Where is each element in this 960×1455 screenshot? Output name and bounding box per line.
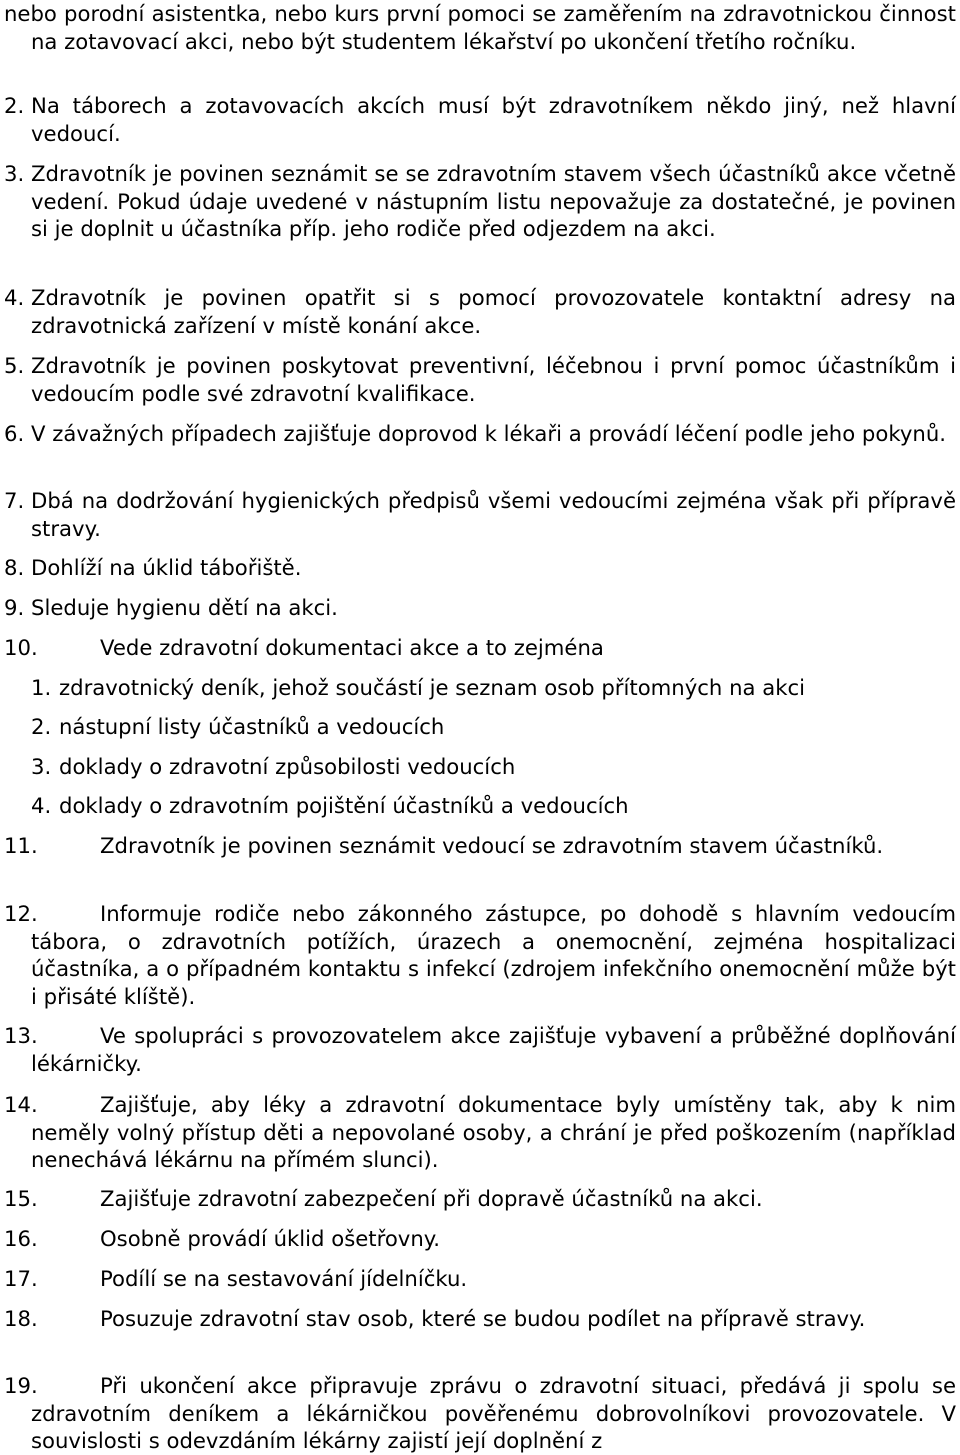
list-item-number: 14.	[4, 1092, 38, 1117]
list-item-text: Informuje rodiče nebo zákonného zástupce, po dohodě s hlavním vedoucím tábora, o zdravotních potížích, úrazech a onemocnění, zejména hospitalizaci účastníka, a o případném kontaktu s infekcí (zdrojem infekčního onemocnění může být i přisáté klíště).	[31, 901, 956, 1009]
list-item	[0, 1372, 960, 1455]
list-item	[0, 284, 960, 339]
sub-list-item	[31, 674, 805, 702]
list-item	[0, 487, 960, 542]
list-item-text: Dbá na dodržování hygienických předpisů všemi vedoucími zejména však při přípravě stravy.	[31, 488, 956, 541]
list-item-number: 2.	[4, 93, 25, 118]
list-item-number: 19.	[4, 1373, 38, 1398]
list-item	[0, 1225, 960, 1253]
list-item-text: Dohlíží na úklid tábořiště.	[31, 555, 302, 580]
list-item	[0, 634, 960, 662]
list-item-text: Zajišťuje zdravotní zabezpečení při dopravě účastníků na akci.	[100, 1186, 763, 1211]
list-item-number: 5.	[4, 353, 25, 378]
list-item	[0, 1305, 960, 1333]
list-item-text: Zdravotník je povinen seznámit vedoucí se zdravotním stavem účastníků.	[100, 833, 884, 858]
list-item-number: 8.	[4, 555, 25, 580]
list-item-text: Zdravotník je povinen seznámit se se zdravotním stavem všech účastníků akce včetně vedení. Pokud údaje uvedené v nástupním listu nepovažuje za dostatečné, je povinen si je doplnit u účastníka příp. jeho rodiče před odjezdem na akci.	[31, 161, 956, 241]
sub-list-item-text: doklady o zdravotním pojištění účastníků a vedoucích	[59, 793, 629, 818]
sub-list-item-text: zdravotnický deník, jehož součástí je seznam osob přítomných na akci	[59, 675, 806, 700]
intro-text: nebo porodní asistentka, nebo kurs první pomoci se zaměřením na zdravotnickou činnost na zotavovací akci, nebo být studentem lékařství po ukončení třetího ročníku.	[4, 1, 956, 54]
list-item-number: 7.	[4, 488, 25, 513]
list-item	[0, 554, 960, 582]
list-item-number: 11.	[4, 833, 38, 858]
list-item	[0, 92, 960, 147]
list-item	[0, 1265, 960, 1293]
sub-list-item-number: 2.	[31, 714, 52, 739]
intro-paragraph	[0, 0, 960, 55]
list-item-number: 17.	[4, 1266, 38, 1291]
list-item	[0, 420, 960, 448]
sub-list-item-number: 1.	[31, 675, 52, 700]
list-item-text: Na táborech a zotavovacích akcích musí být zdravotníkem někdo jiný, než hlavní vedoucí.	[31, 93, 956, 146]
list-item	[0, 160, 960, 243]
list-item-text: Osobně provádí úklid ošetřovny.	[100, 1226, 441, 1251]
list-item-number: 18.	[4, 1306, 38, 1331]
list-item-number: 3.	[4, 161, 25, 186]
list-item	[0, 900, 960, 1010]
sub-list-item-text: doklady o zdravotní způsobilosti vedoucích	[59, 754, 516, 779]
list-item-text: Posuzuje zdravotní stav osob, které se budou podílet na přípravě stravy.	[100, 1306, 866, 1331]
sub-list-item-number: 4.	[31, 793, 52, 818]
list-item-text: Sleduje hygienu dětí na akci.	[31, 595, 338, 620]
list-item-text: Zdravotník je povinen poskytovat preventivní, léčebnou i první pomoc účastníkům i vedoucím podle své zdravotní kvalifikace.	[31, 353, 956, 406]
list-item-text: Vede zdravotní dokumentaci akce a to zejména	[100, 635, 604, 660]
list-item-text: V závažných případech zajišťuje doprovod k lékaři a provádí léčení podle jeho pokynů.	[31, 421, 946, 446]
list-item-number: 16.	[4, 1226, 38, 1251]
list-item-text: Při ukončení akce připravuje zprávu o zdravotní situaci, předává ji spolu se zdravotním deníkem a lékárničkou pověřenému dobrovolníkovi provozovatele. V souvislosti s odevzdáním lékárny zajistí její doplnění z	[31, 1373, 956, 1453]
list-item-number: 6.	[4, 421, 25, 446]
list-item-text: Zajišťuje, aby léky a zdravotní dokumentace byly umístěny tak, aby k nim neměly volný přístup děti a nepovolané osoby, a chrání je před poškozením (například nenechává lékárnu na přímém slunci).	[31, 1092, 956, 1172]
list-item-text: Zdravotník je povinen opatřit si s pomocí provozovatele kontaktní adresy na zdravotnická zařízení v místě konání akce.	[31, 285, 956, 338]
list-item	[0, 832, 960, 860]
sub-list-item-number: 3.	[31, 754, 52, 779]
list-item-number: 10.	[4, 635, 38, 660]
list-item-number: 15.	[4, 1186, 38, 1211]
list-item-text: Podílí se na sestavování jídelníčku.	[100, 1266, 468, 1291]
list-item	[0, 594, 960, 622]
list-item	[0, 352, 960, 407]
sub-list-item	[31, 792, 629, 820]
sub-list-item	[31, 753, 515, 781]
list-item-text: Ve spolupráci s provozovatelem akce zajišťuje vybavení a průběžné doplňování lékárničky.	[31, 1023, 956, 1076]
list-item-number: 4.	[4, 285, 25, 310]
list-item	[0, 1185, 960, 1213]
sub-list-item-text: nástupní listy účastníků a vedoucích	[59, 714, 445, 739]
list-item-number: 13.	[4, 1023, 38, 1048]
list-item	[0, 1091, 960, 1174]
list-item	[0, 1022, 960, 1077]
list-item-number: 12.	[4, 901, 38, 926]
sub-list-item	[31, 713, 444, 741]
list-item-number: 9.	[4, 595, 25, 620]
